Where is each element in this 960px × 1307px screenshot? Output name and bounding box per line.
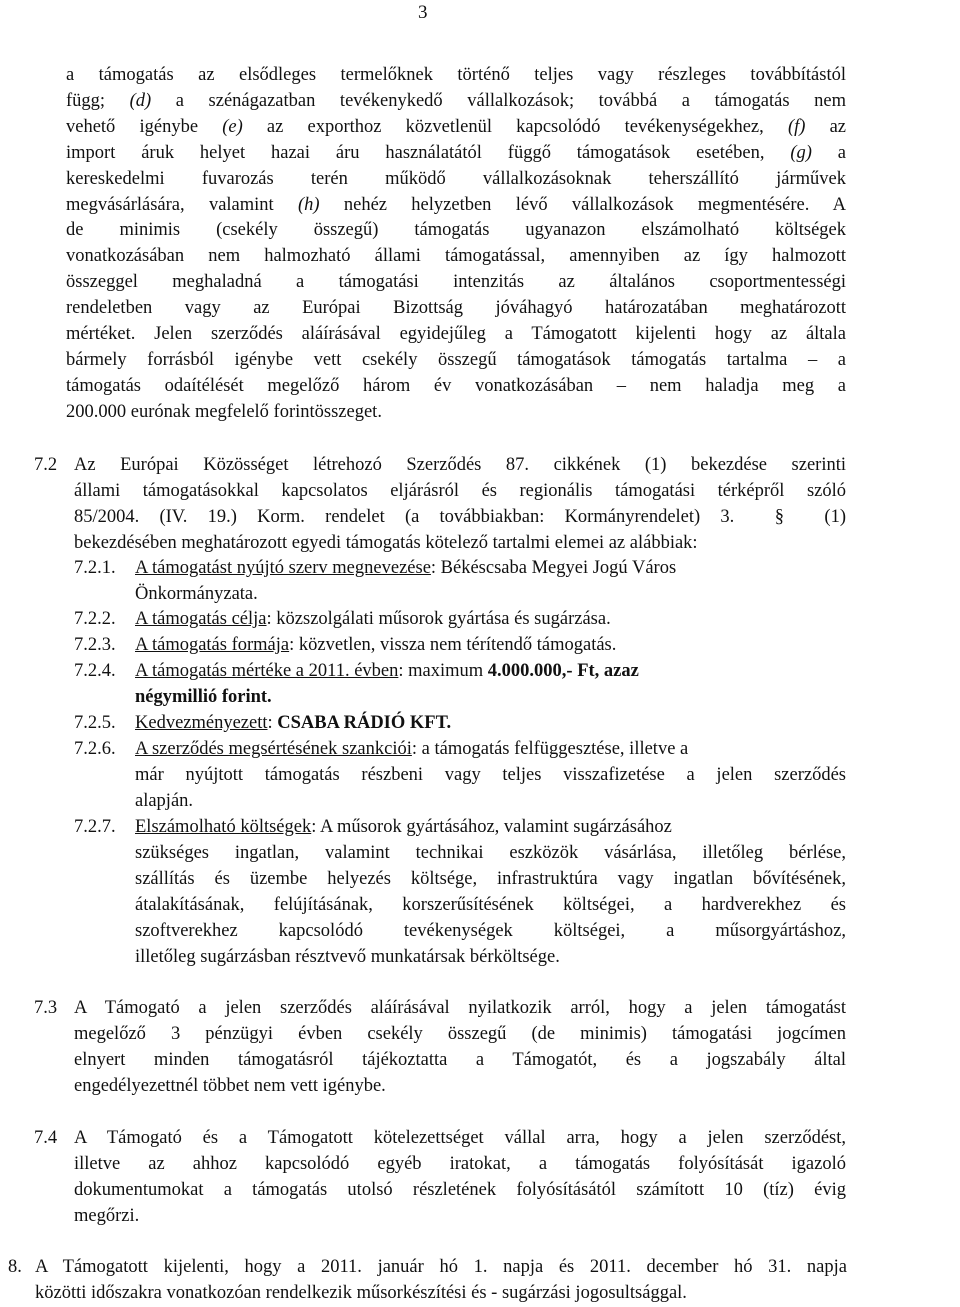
- item-separator: :: [289, 635, 295, 655]
- text-line: A Támogatott kijelenti, hogy a 2011. január hó 1. napja és 2011. december hó 31. napja: [35, 1257, 847, 1277]
- item-separator: :: [266, 609, 272, 629]
- item-7-2-7-cont: [135, 841, 846, 971]
- text-line: illetve az ahhoz kapcsolódó egyéb iratokat, a támogatás folyósítását igazoló: [74, 1153, 846, 1174]
- text-line: közötti időszakra vonatkozóan rendelkezik műsorkészítési és - sugárzási jogosultsággal.: [35, 1282, 687, 1303]
- item-number: 7.2.3.: [74, 635, 116, 655]
- text-line: vonatkozásában nem halmozható állami támogatással, amennyiben az így halmozott: [66, 246, 846, 267]
- text-line: állami támogatásokkal kapcsolatos eljárásról és regionális támogatási térképről szóló: [74, 480, 846, 501]
- text-line: megőrzi.: [74, 1205, 140, 1226]
- item-7-2-6-text: [135, 737, 688, 763]
- item-value-bold: négymillió forint.: [135, 687, 272, 707]
- item-separator: :: [398, 661, 404, 681]
- text-line: összeggel meghaladná a támogatási intenzitás az általános csoportmentességi: [66, 272, 846, 293]
- item-value-bold: 4.000.000,- Ft, azaz: [487, 661, 639, 681]
- item-value: közszolgálati műsorok gyártása és sugárzása.: [271, 609, 611, 629]
- item-7-2-5-text: [135, 711, 451, 737]
- item-separator: :: [267, 713, 273, 733]
- item-label: A támogatást nyújtó szerv megnevezése: [135, 558, 431, 578]
- item-number: 7.2.2.: [74, 609, 116, 629]
- item-7-2-4-cont: [135, 685, 272, 711]
- item-7-2-2-text: [135, 607, 611, 633]
- text-line: alapján.: [135, 790, 194, 811]
- text-line: átalakításának, felújításának, korszerűsítésének költségei, a hardverekhez és: [135, 894, 846, 915]
- text-line: 200.000 eurónak megfelelő forintösszeget.: [66, 401, 382, 422]
- item-7-2-4: [74, 659, 116, 685]
- item-label: A támogatás célja: [135, 609, 267, 629]
- item-7-2-6: [74, 737, 116, 763]
- text-line: megelőző 3 pénzügyi évben csekély összegű (de minimis) támogatási jogcímen: [74, 1023, 846, 1044]
- item-separator: :: [430, 558, 437, 578]
- text-line: vehető igénybe (e) az exporthoz közvetlenül kapcsolódó tevékenységekhez, (f) az: [66, 116, 846, 137]
- text-line: már nyújtott támogatás részbeni vagy teljes visszafizetése a jelen szerződés: [135, 765, 846, 785]
- text-line: illetőleg sugárzásban résztvevő munkatársak bérköltsége.: [135, 946, 560, 967]
- item-value-bold: CSABA RÁDIÓ KFT.: [272, 713, 452, 733]
- item-value: Békéscsaba Megyei Jogú Város: [436, 558, 677, 578]
- item-number: 7.2.4.: [74, 661, 116, 681]
- section-number-8: 8.: [8, 1257, 22, 1277]
- item-7-2-1-cont: Önkormányzata.: [135, 584, 258, 604]
- item-label: A támogatás formája: [135, 635, 290, 655]
- section-number-7-3: 7.3: [34, 998, 58, 1018]
- section-7-3-paragraph: [74, 996, 846, 1100]
- text-line: kereskedelmi fuvarozás terén működő vállalkozásoknak teherszállító járművek: [66, 168, 846, 189]
- text-line: szükséges ingatlan, valamint technikai eszközök vásárlása, illetőleg bérlése,: [135, 843, 846, 863]
- page-number: 3: [418, 2, 428, 23]
- section-8-paragraph: [35, 1255, 847, 1307]
- text-line: a támogatás az elsődleges termelőknek történő teljes vagy részleges továbbítástól: [66, 65, 846, 85]
- item-7-2-4-text: [135, 659, 639, 685]
- item-label: Kedvezményezett: [135, 713, 268, 733]
- text-line: támogatás odaítélését megelőző három év vonatkozásában – nem haladja meg a: [66, 375, 846, 396]
- item-7-2-3: [74, 633, 116, 659]
- text-line: 85/2004. (IV. 19.) Korm. rendelet (a továbbiakban: Kormányrendelet) 3. § (1): [74, 506, 846, 527]
- item-separator: :: [411, 739, 418, 759]
- item-7-2-1-text: [135, 556, 676, 582]
- text-line: engedélyezettnél többet nem vett igénybe.: [74, 1075, 386, 1096]
- item-label: A támogatás mértéke a 2011. évben: [135, 661, 399, 681]
- text-line: A Támogató és a Támogatott kötelezettséget vállal arra, hogy a jelen szerződést,: [74, 1128, 846, 1148]
- item-7-2-7: [74, 815, 116, 841]
- item-number: 7.2.7.: [74, 817, 116, 837]
- text-line: Az Európai Közösséget létrehozó Szerződés 87. cikkének (1) bekezdése szerinti: [74, 455, 846, 475]
- text-line: bármely forrásból igénybe vett csekély összegű támogatások támogatás tartalma – a: [66, 349, 846, 370]
- text-line: dokumentumokat a támogatás utolsó részletének folyósításától számított 10 (tíz) évig: [74, 1179, 846, 1200]
- text-line: A Támogató a jelen szerződés aláírásával nyilatkozik arról, hogy a jelen támogatást: [74, 998, 846, 1018]
- item-number: 7.2.6.: [74, 739, 116, 759]
- item-7-2-6-cont: [135, 763, 846, 815]
- item-label: A szerződés megsértésének szankciói: [135, 739, 412, 759]
- text-line: mértéket. Jelen szerződés aláírásával egyidejűleg a Támogatott kijelenti hogy az általa: [66, 324, 846, 345]
- item-value: a támogatás felfüggesztése, illetve a: [417, 739, 689, 759]
- section-7-2-paragraph: [74, 453, 846, 557]
- item-number: 7.2.5.: [74, 713, 116, 733]
- item-value: közvetlen, vissza nem térítendő támogatás.: [294, 635, 617, 655]
- section-7-4-paragraph: [74, 1126, 846, 1230]
- text-line: szállítás és üzembe helyezés költsége, infrastruktúra vagy ingatlan bővítésének,: [135, 868, 846, 889]
- text-line: rendeletben vagy az Európai Bizottság jóváhagyó határozatában meghatározott: [66, 298, 846, 319]
- text-line: bekezdésében meghatározott egyedi támogatás kötelező tartalmi elemei az alábbiak:: [74, 532, 698, 553]
- item-7-2-5: [74, 711, 116, 737]
- text-line: megvásárlására, valamint (h) nehéz helyzetben lévő vállalkozások megmentésére. A: [66, 194, 847, 215]
- item-7-2-2: [74, 607, 116, 633]
- item-7-2-1: [74, 556, 116, 582]
- text-line: függ; (d) a szénágazatban tevékenykedő vállalkozások; továbbá a támogatás nem: [66, 90, 846, 111]
- intro-paragraph: [66, 63, 846, 426]
- text-line: elnyert minden támogatásról tájékoztatta a Támogatót, és a jogszabály által: [74, 1049, 846, 1070]
- section-number-7-2: 7.2: [34, 455, 58, 475]
- text-line: import áruk helyet hazai áru használatától függő támogatások esetében, (g) a: [66, 142, 846, 163]
- item-number: 7.2.1.: [74, 558, 116, 578]
- item-value: A műsorok gyártásához, valamint sugárzásához: [316, 817, 672, 837]
- item-7-2-7-text: [135, 815, 672, 841]
- text-line: szoftverekhez kapcsolódó tevékenységek költségei, a műsorgyártáshoz,: [135, 920, 846, 941]
- item-value: maximum: [403, 661, 488, 681]
- item-separator: :: [311, 817, 317, 837]
- item-label: Elszámolható költségek: [135, 817, 312, 837]
- item-7-2-3-text: [135, 633, 616, 659]
- section-number-7-4: 7.4: [34, 1128, 58, 1148]
- text-line: de minimis (csekély összegű) támogatás ugyanazon elszámolható költségek: [66, 220, 846, 241]
